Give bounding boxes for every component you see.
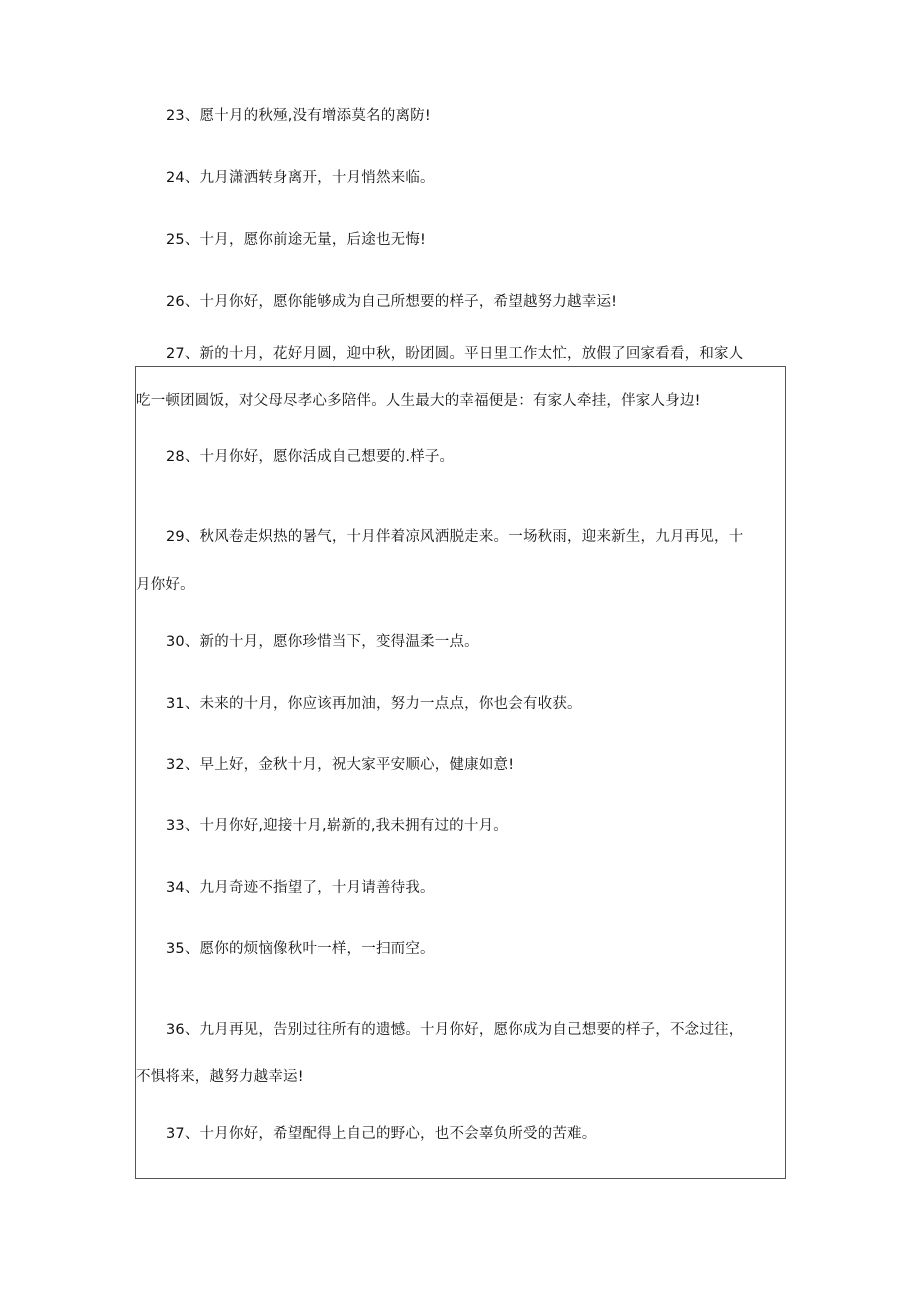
list-item: 25、十月，愿你前途无量，后途也无悔! [166, 232, 427, 248]
list-item: 35、愿你的烦恼像秋叶一样，一扫而空。 [166, 941, 435, 957]
list-item: 27、新的十月，花好月圆，迎中秋，盼团圆。平日里工作太忙，放假了回家看看，和家人 [166, 346, 744, 362]
list-item: 36、九月再见，告别过往所有的遗憾。十月你好，愿你成为自己想要的样子，不念过往， [166, 1022, 744, 1038]
list-item: 30、新的十月，愿你珍惜当下，变得温柔一点。 [166, 634, 479, 650]
list-item-continuation: 吃一顿团圆饭，对父母尽孝心多陪伴。人生最大的幸福便是：有家人牵挂，伴家人身边! [136, 393, 701, 409]
list-item-continuation: 月你好。 [136, 577, 195, 593]
list-item: 32、早上好，金秋十月，祝大家平安顺心，健康如意! [166, 757, 515, 773]
list-item: 26、十月你好，愿你能够成为自己所想要的样子，希望越努力越幸运! [166, 294, 618, 310]
list-item: 34、九月奇迹不指望了，十月请善待我。 [166, 880, 435, 896]
list-item: 29、秋风卷走炽热的暑气，十月伴着凉风洒脱走来。一场秋雨，迎来新生，九月再见，十 [166, 529, 744, 545]
list-item: 24、九月潇洒转身离开，十月悄然来临。 [166, 170, 435, 186]
list-item: 33、十月你好,迎接十月,崭新的,我未拥有过的十月。 [166, 818, 508, 834]
list-item: 37、十月你好，希望配得上自己的野心，也不会辜负所受的苦难。 [166, 1126, 597, 1142]
list-item: 31、未来的十月，你应该再加油，努力一点点，你也会有收获。 [166, 696, 582, 712]
list-item: 23、愿十月的秋殛,没有增添莫名的离防! [166, 108, 431, 124]
list-item-continuation: 不惧将来，越努力越幸运! [136, 1069, 304, 1085]
list-item: 28、十月你好，愿你活成自己想要的.样子。 [166, 449, 455, 465]
